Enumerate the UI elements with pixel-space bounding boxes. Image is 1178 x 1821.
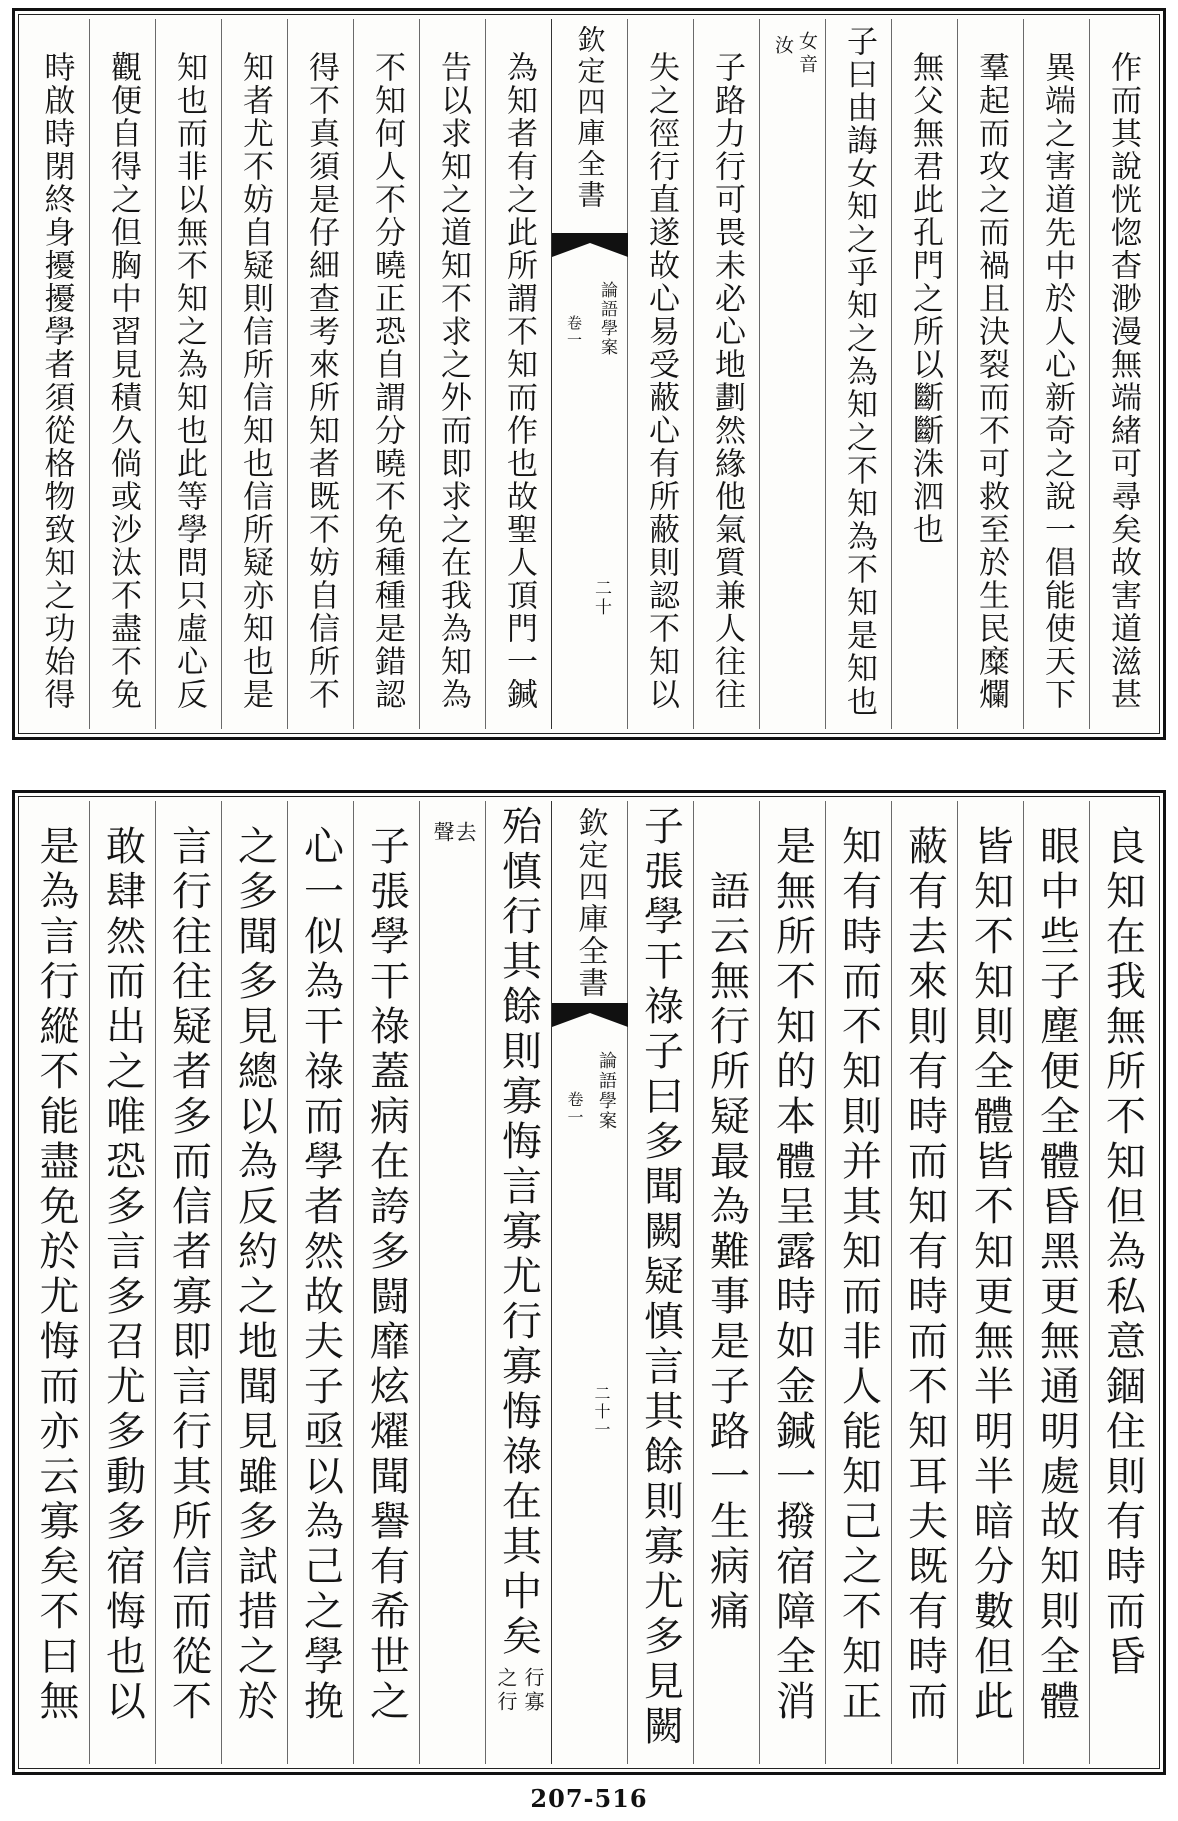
fold-leaf-number: 二十 <box>591 579 611 617</box>
column-slot <box>693 19 759 729</box>
fishtail-mark-icon <box>552 1003 628 1029</box>
page-number: 207-516 <box>530 1784 648 1813</box>
fold-column <box>551 19 627 729</box>
interlinear-note-right: 去 <box>453 821 477 846</box>
page-top-half <box>12 8 1166 740</box>
commentary-column: 言行往往疑者多而信者寡即言行其所信而從不 <box>165 825 212 1725</box>
commentary-column: 子路力行可畏未必心地劃然緣他氣質兼人往往 <box>709 51 745 711</box>
commentary-column: 得不真須是仔細查考來所知者既不妨自信所不 <box>303 51 339 711</box>
column-slot <box>825 801 891 1764</box>
commentary-column: 良知在我無所不知但為私意錮住則有時而昏 <box>1099 825 1146 1680</box>
fold-collection-title: 欽定四庫全書 <box>573 25 607 211</box>
column-slot <box>89 801 155 1764</box>
column-slot <box>23 801 89 1764</box>
commentary-column: 羣起而攻之而禍且決裂而不可救至於生民糜爛 <box>973 51 1009 711</box>
commentary-column: 是為言行縱不能盡免於尤悔而亦云寡矣不曰無 <box>33 825 79 1725</box>
fold-volume: 卷一 <box>565 315 583 349</box>
column-slot <box>891 801 957 1764</box>
column-slot <box>627 19 693 729</box>
fold-book-title: 論語學案 <box>596 1051 617 1131</box>
commentary-column: 為知者有之此所謂不知而作也故聖人頂門一鍼 <box>501 51 537 711</box>
main-text-column: 子曰由誨女知之乎知之為知之不知為不知是知也 <box>841 25 877 718</box>
commentary-column: 不知何人不分曉正恐自謂分曉不免種種是錯認 <box>369 51 405 711</box>
column-slot <box>693 801 759 1764</box>
interlinear-note-left: 之行 <box>494 1667 518 1715</box>
column-slot <box>89 19 155 729</box>
interlinear-note-right: 行寡 <box>521 1667 545 1715</box>
fold-collection-title: 欽定四庫全書 <box>572 807 608 999</box>
column-slot <box>759 801 825 1764</box>
column-slot <box>23 19 89 729</box>
commentary-column: 蔽有去來則有時而知有時而不知耳夫既有時而 <box>901 825 948 1725</box>
column-slot <box>155 19 221 729</box>
commentary-column: 語云無行所疑最為難事是子路一生病痛 <box>703 870 750 1635</box>
commentary-column: 告以求知之道知不求之外而即求之在我為知為 <box>435 51 471 711</box>
column-slot <box>221 19 287 729</box>
commentary-column: 皆知不知則全體皆不知更無半明半暗分數但此 <box>967 825 1014 1725</box>
commentary-column: 作而其說恍惚杳渺漫無端緒可尋矣故害道滋甚 <box>1105 51 1141 711</box>
column-slot <box>1023 19 1089 729</box>
commentary-column: 子張學干祿蓋病在誇多闘靡炫燿聞譽有希世之 <box>363 825 410 1725</box>
column-slot <box>825 19 891 729</box>
commentary-column: 是無所不知的本體呈露時如金鍼一撥宿障全消 <box>769 825 816 1725</box>
fold-volume: 卷一 <box>565 1091 584 1127</box>
column-slot <box>155 801 221 1764</box>
commentary-column: 之多聞多見總以為反約之地聞見雖多試措之於 <box>231 825 278 1725</box>
main-text-column: 子張學干祿子曰多聞闕疑慎言其餘則寡尤多見闕 <box>637 805 684 1750</box>
column-slot <box>221 801 287 1764</box>
column-slot <box>353 19 419 729</box>
commentary-column: 心一似為干祿而學者然故夫子亟以為己之學挽 <box>297 825 344 1725</box>
commentary-column: 時啟時閉終身擾擾學者須從格物致知之功始得 <box>38 51 75 711</box>
column-slot <box>957 801 1023 1764</box>
commentary-column: 知有時而不知則并其知而非人能知己之不知正 <box>835 825 882 1725</box>
column-slot <box>353 801 419 1764</box>
fold-column <box>551 801 627 1764</box>
annotation-slot <box>419 801 485 1764</box>
interlinear-note-left: 汝 <box>772 35 794 58</box>
column-slot <box>485 19 551 729</box>
column-slot <box>891 19 957 729</box>
column-slot <box>1023 801 1089 1764</box>
main-text-column: 殆慎行其餘則寡悔言寡尤行寡悔祿在其中矣 <box>495 805 542 1660</box>
fold-book-title: 論語學案 <box>597 281 617 357</box>
column-slot <box>287 801 353 1764</box>
commentary-column: 眼中些子塵便全體昏黑更無通明處故知則全體 <box>1033 825 1080 1725</box>
column-grid <box>23 801 1155 1764</box>
commentary-column: 知也而非以無不知之為知也此等學問只虛心反 <box>171 51 207 711</box>
column-slot <box>957 19 1023 729</box>
column-slot <box>485 801 551 1764</box>
page-bottom-half <box>12 790 1166 1775</box>
column-slot <box>419 19 485 729</box>
commentary-column: 無父無君此孔門之所以斷斷洙泗也 <box>907 51 943 546</box>
interlinear-note-right: 女音 <box>796 31 818 77</box>
column-slot <box>627 801 693 1764</box>
fishtail-mark-icon <box>552 233 628 259</box>
column-slot <box>1089 19 1155 729</box>
commentary-column: 觀便自得之但胸中習見積久倘或沙汰不盡不免 <box>105 51 141 711</box>
column-slot <box>1089 801 1155 1764</box>
commentary-column: 敢肆然而出之唯恐多言多召尤多動多宿悔也以 <box>99 825 146 1725</box>
commentary-column: 失之徑行直遂故心易受蔽心有所蔽則認不知以 <box>643 51 679 711</box>
column-grid <box>23 19 1155 729</box>
commentary-column: 知者尤不妨自疑則信所信知也信所疑亦知也是 <box>237 51 273 711</box>
column-slot <box>287 19 353 729</box>
fold-leaf-number: 二十一 <box>592 1385 611 1439</box>
interlinear-note-left: 聲 <box>431 821 455 846</box>
commentary-column: 異端之害道先中於人心新奇之說一倡能使天下 <box>1039 51 1075 711</box>
annotation-slot <box>759 19 825 729</box>
